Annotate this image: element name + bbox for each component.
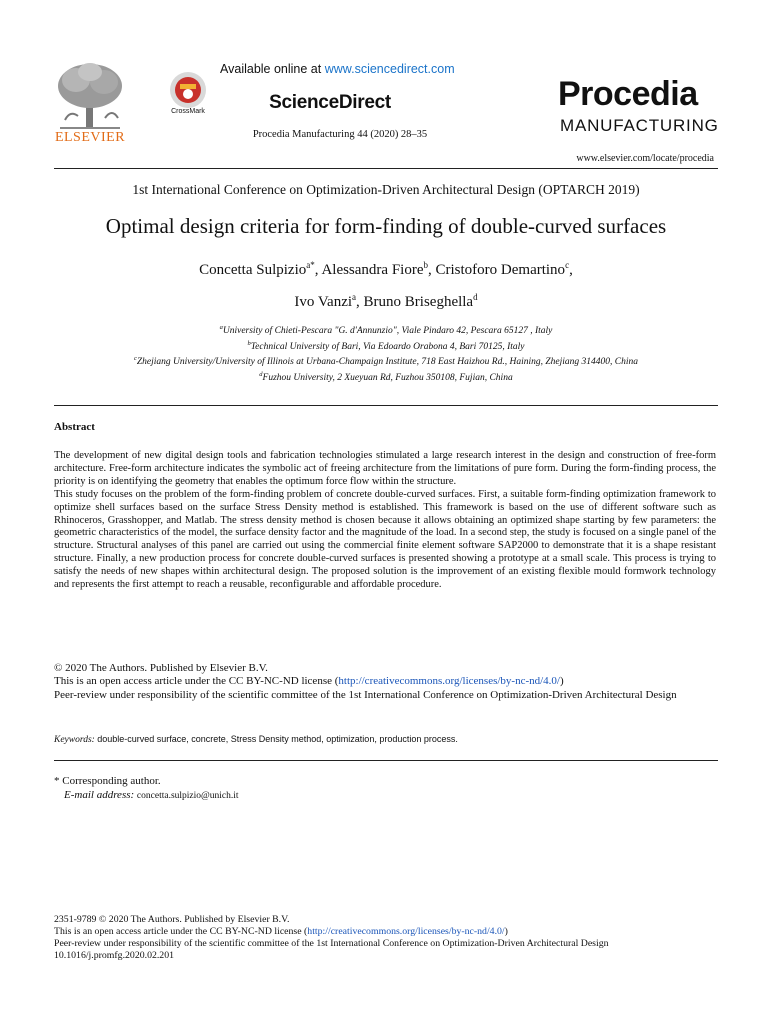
author-separator: , <box>569 262 573 278</box>
affiliation-mark: d <box>259 370 263 378</box>
affiliation-text: Zhejiang University/University of Illinois at Urbana-Champaign Institute, 718 East Haizhou Rd., Haining, Zhejiang 314400, China <box>136 357 638 368</box>
procedia-wordmark: Procedia <box>558 75 698 113</box>
affiliation-mark: c <box>133 355 137 363</box>
abstract-top-divider <box>54 405 718 406</box>
available-online-prefix: Available online at <box>220 62 325 76</box>
authors-line-1 <box>54 260 718 279</box>
abstract-paragraph-1: The development of new digital design tools and fabrication technologies stimulated a large research interest in the design and construction of free-form architecture. Free-form architecture indicates the symbolic act of freeing architecture from the limitations of pure form. During the form-finding process, the priority is on identifying the geometry that enables the optimum force flow within the structure. <box>54 450 716 487</box>
footer-open-access <box>54 926 718 938</box>
manufacturing-wordmark: MANUFACTURING <box>560 116 719 135</box>
footer-issn: 2351-9789 © 2020 The Authors. Published by Elsevier B.V. <box>54 914 290 925</box>
keywords-text: double-curved surface, concrete, Stress Density method, optimization, production process. <box>97 734 458 744</box>
abstract-body <box>54 450 716 592</box>
footer-open-access-prefix: This is an open access article under the CC BY-NC-ND license ( <box>54 926 308 937</box>
open-access-line <box>54 675 716 688</box>
affiliation-mark: b <box>247 339 251 347</box>
corresponding-label: * Corresponding author. <box>54 775 161 787</box>
footer-open-access-suffix: ) <box>504 926 508 937</box>
author-name: Alessandra Fiore <box>321 262 424 278</box>
author-affiliation-mark: d <box>473 292 478 302</box>
author-name: Ivo Vanzi <box>294 294 353 310</box>
header-divider <box>54 168 718 169</box>
license-link[interactable]: http://creativecommons.org/licenses/by-nc-nd/4.0/ <box>338 675 560 687</box>
affiliation-mark: a <box>219 324 223 331</box>
abstract-heading: Abstract <box>54 421 95 433</box>
open-access-suffix: ) <box>560 675 564 687</box>
author-affiliation-mark: b <box>423 260 428 270</box>
author-affiliation-mark: a* <box>306 260 315 270</box>
email-label: E-mail address: <box>64 789 135 801</box>
crossmark-label: CrossMark <box>171 108 205 115</box>
affiliation-line <box>54 338 718 354</box>
keywords-divider <box>54 760 718 761</box>
available-online <box>220 62 455 76</box>
abstract-paragraph-2: This study focuses on the problem of the form-finding problem of concrete double-curved surfaces. First, a suitable form-finding optimization framework to optimize shell surfaces based on the surface Stress Density method is established. This framework is based on the use of different software such as Rhinoceros, Grasshopper, and Matlab. The stress density method is chosen because it allows obtaining an optimized shape starting by few parameters: the geometric characteristics of the model, the surface density factor and the magnitude of the load. In a second step, the study is focused on a single panel of the structure. Structural analyses of this panel are carried out using the commercial finite element software SAP2000 to demonstrate that it is a shape resistant structure. Finally, a new production process for concrete double-curved surfaces is presented showing a prototype at a small scale. This process is trying to satisfy the needs of new shapes within architectural design. The proposed solution is the improvement of an existing flexible mould formwork technology and represents the first attempt to reach a reusable, reconfigurable and affordable procedure. <box>54 488 716 591</box>
email-address[interactable]: concetta.sulpizio@unich.it <box>136 791 239 801</box>
affiliation-text: Technical University of Bari, Via Edoardo Orabona 4, Bari 70125, Italy <box>250 341 525 352</box>
affiliation-text: University of Chieti-Pescara "G. d'Annunzio", Viale Pindaro 42, Pescara 65127 , Italy <box>222 326 553 337</box>
affiliation-text: Fuzhou University, 2 Xueyuan Rd, Fuzhou 350108, Fujian, China <box>262 373 513 384</box>
author-name: Concetta Sulpizio <box>199 262 307 278</box>
footer-doi[interactable]: 10.1016/j.promfg.2020.02.201 <box>54 950 175 961</box>
author-name: Cristoforo Demartino <box>435 262 566 278</box>
open-access-prefix: This is an open access article under the CC BY-NC-ND license ( <box>54 675 339 687</box>
affiliation-line <box>54 353 718 369</box>
copyright-line: © 2020 The Authors. Published by Elsevier B.V. <box>54 662 268 674</box>
elsevier-wordmark: ELSEVIER <box>54 130 126 145</box>
footer-peer-review: Peer-review under responsibility of the scientific committee of the 1st International Conference on Optimization-Driven Architectural Design <box>54 938 609 949</box>
footer-license-link[interactable]: http://creativecommons.org/licenses/by-nc-nd/4.0/ <box>307 926 505 937</box>
affiliations <box>54 322 718 385</box>
paper-title: Optimal design criteria for form-finding of double-curved surfaces <box>105 214 667 238</box>
corresponding-author <box>54 774 239 803</box>
procedia-url[interactable]: www.elsevier.com/locate/procedia <box>576 153 714 164</box>
affiliation-line <box>54 369 718 385</box>
authors-line-2 <box>54 292 718 311</box>
affiliation-line <box>54 322 718 338</box>
author-name: Bruno Briseghella <box>363 294 474 310</box>
author-separator: , <box>356 294 364 310</box>
author-separator: , <box>428 262 436 278</box>
keywords-label: Keywords: <box>54 735 95 745</box>
author-affiliation-mark: c <box>565 260 570 270</box>
conference-name: 1st International Conference on Optimization-Driven Architectural Design (OPTARCH 2019) <box>132 182 640 197</box>
author-separator: , <box>314 262 322 278</box>
sciencedirect-wordmark: ScienceDirect <box>269 92 391 113</box>
keywords <box>54 734 716 745</box>
peer-review-line: Peer-review under responsibility of the scientific committee of the 1st International Conference on Optimization-Driven Architectural Design <box>54 689 677 701</box>
email-line <box>54 788 239 803</box>
sciencedirect-link[interactable]: www.sciencedirect.com <box>324 62 455 76</box>
journal-reference: Procedia Manufacturing 44 (2020) 28–35 <box>252 129 428 140</box>
author-affiliation-mark: a <box>352 292 357 302</box>
